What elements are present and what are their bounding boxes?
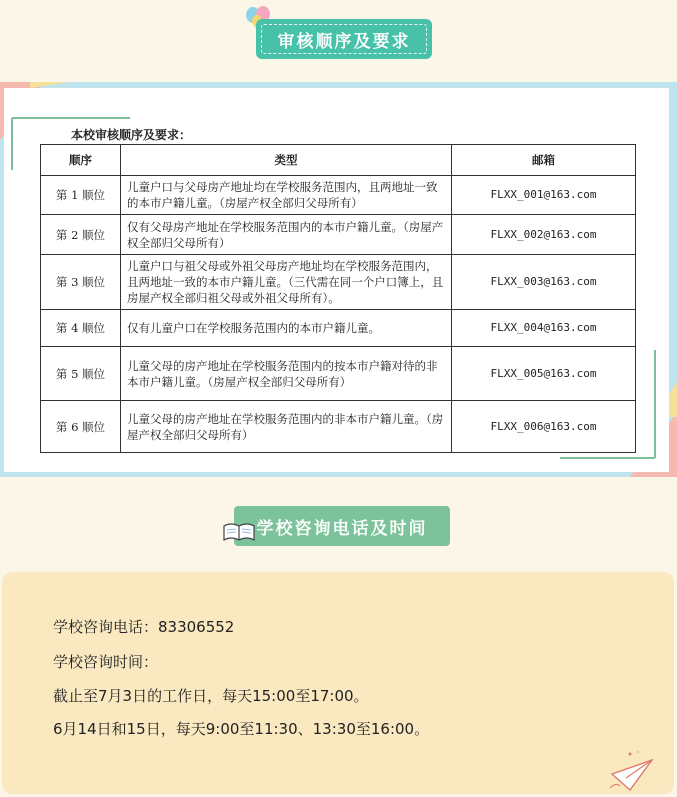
table-row (41, 401, 636, 453)
row-order: 第 3 顺位 (41, 255, 121, 310)
row-type: 仅有儿童户口在学校服务范围内的本市户籍儿童。 (121, 310, 452, 347)
paper-plane-icon (608, 748, 658, 794)
consultation-info-card (2, 572, 674, 794)
consultation-time-label: 学校咨询时间： (53, 653, 159, 671)
row-email[interactable]: FLXX_002@163.com (452, 215, 636, 255)
consultation-time-weekend: 6月14日和15日，每天9:00至11:30、13:30至16:00。 (53, 720, 430, 738)
table-row (41, 255, 636, 310)
header-type: 类型 (121, 145, 452, 176)
row-email[interactable]: FLXX_001@163.com (452, 176, 636, 215)
row-email[interactable]: FLXX_006@163.com (452, 401, 636, 453)
table-row (41, 176, 636, 215)
header-email: 邮箱 (452, 145, 636, 176)
row-type: 儿童户口与祖父母或外祖父母房产地址均在学校服务范围内，且两地址一致的本市户籍儿童。（三代需在同一个户口簿上，且房屋产权全部归祖父母或外祖父母所有）。 (121, 255, 452, 310)
table-caption: 本校审核顺序及要求： (71, 128, 192, 142)
row-order: 第 1 顺位 (41, 176, 121, 215)
row-email[interactable]: FLXX_004@163.com (452, 310, 636, 347)
book-icon (222, 518, 256, 544)
table-row (41, 347, 636, 401)
table-row (41, 310, 636, 347)
row-email[interactable]: FLXX_005@163.com (452, 347, 636, 401)
section-title-consultation: 学校咨询电话及时间 (234, 506, 450, 546)
review-order-table (40, 144, 636, 453)
consultation-phone: 学校咨询电话：83306552 (53, 618, 235, 636)
row-order: 第 5 顺位 (41, 347, 121, 401)
row-type: 儿童父母的房产地址在学校服务范围内的非本市户籍儿童。（房屋产权全部归父母所有） (121, 401, 452, 453)
table-header-row (41, 145, 636, 176)
row-order: 第 4 顺位 (41, 310, 121, 347)
row-order: 第 2 顺位 (41, 215, 121, 255)
section-title-review-order (258, 21, 430, 57)
row-email[interactable]: FLXX_003@163.com (452, 255, 636, 310)
table-row (41, 215, 636, 255)
header-order: 顺序 (41, 145, 121, 176)
section-title-text: 审核顺序及要求 (261, 24, 427, 54)
consultation-time-workdays: 截止至7月3日的工作日，每天15:00至17:00。 (53, 687, 369, 705)
row-type: 儿童户口与父母房产地址均在学校服务范围内，且两地址一致的本市户籍儿童。（房屋产权全部归父母所有） (121, 176, 452, 215)
row-type: 仅有父母房产地址在学校服务范围内的本市户籍儿童。（房屋产权全部归父母所有） (121, 215, 452, 255)
row-order: 第 6 顺位 (41, 401, 121, 453)
row-type: 儿童父母的房产地址在学校服务范围内的按本市户籍对待的非本市户籍儿童。（房屋产权全部归父母所有） (121, 347, 452, 401)
